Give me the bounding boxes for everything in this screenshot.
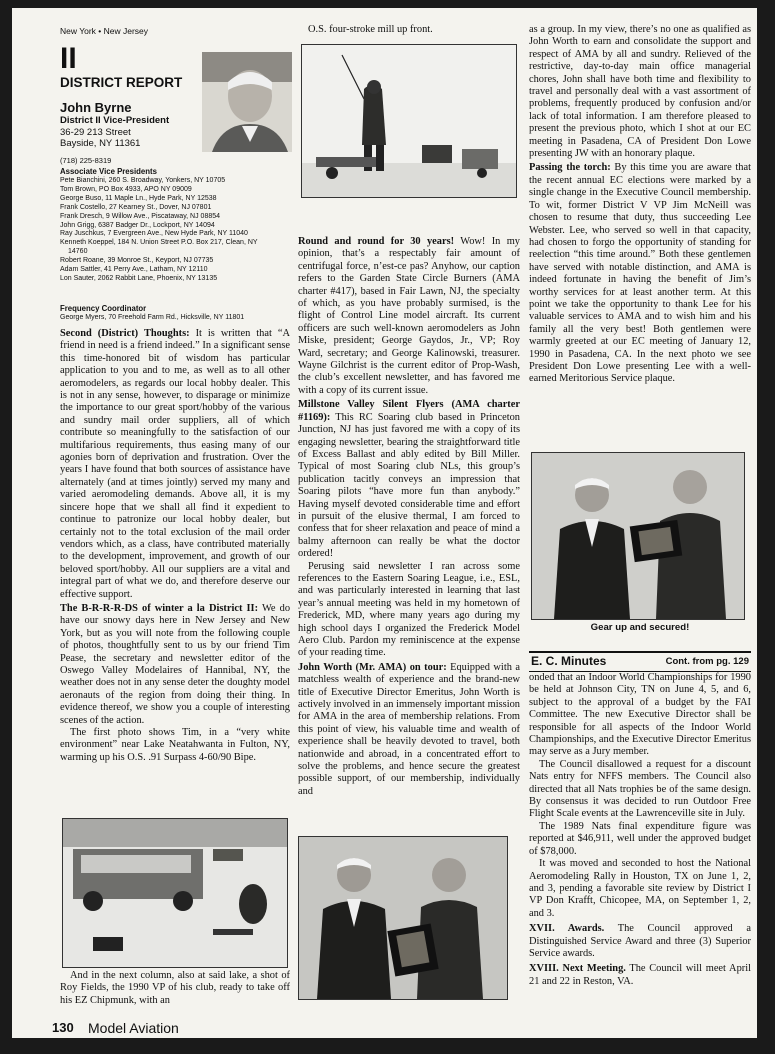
district-number: II	[60, 42, 77, 75]
associate-vp-entry: Frank Costello, 27 Kearney St., Dover, NJ 07801	[60, 203, 212, 211]
page-number: 130	[52, 1020, 74, 1035]
paragraph-text: The Council approved a Distinguished Service Award and three (3) Superior Service awards.	[529, 923, 751, 959]
ec-minutes-continued: Cont. from pg. 129	[665, 656, 749, 667]
ec-minutes-title: E. C. Minutes	[531, 654, 607, 668]
photo-caption: Gear up and secured!	[590, 622, 690, 633]
paragraph: Perusing said newsletter I ran across some references to the Eastern Soaring League, i.e., ESL, and was particularly interested in learning that last year’s annual meeting was held in my hometown of Frederick, MD, where many years ago during my high school days I organized the Frederick Model Aero Club. Pardon my reminiscence at the expense of your reading time.	[298, 560, 520, 659]
photo-plaque-presentation-1	[298, 836, 508, 1000]
column-3	[529, 24, 751, 450]
associate-vp-entry: Ray Juschkus, 7 Evergreen Ave., New Hyde Park, NY 11040	[60, 230, 248, 238]
associate-vp-list	[60, 177, 292, 284]
vp-name: John Byrne	[60, 100, 132, 115]
vp-phone: (718) 225-8319	[60, 156, 112, 165]
region-label: New York • New Jersey	[60, 26, 149, 36]
vp-city: Bayside, NY 11361	[60, 138, 141, 149]
associate-vp-entry: John Grigg, 6387 Badger Dr., Lockport, NY 14094	[60, 221, 215, 229]
paragraph-heading: John Worth (Mr. AMA) on tour:	[298, 661, 447, 673]
paragraph-text: It is written that “A friend in need is a friend indeed.” In a significant sense this time-honored bit of wisdom has particular application to you and to me, as well as to all other aeromodelers, as regards our local hobby dealer. This is not in any sense, however, to disparage or minimize the importance to our great sport/hobby of the various and sundry mail order suppliers, all of which contribute so meaningfully to the satisfaction of our multifarious requirements, thus easing many of our agonies born of deprivation and frustration. Over the years I have found that both sources of assistance have alternately (and at times jointly) served my many and varied aeromodeling demands. Above all, it is my sincere hope that we shall all find it expedient to continue to patronize our local hobby dealer, but certainly not to the total exclusion of the mail order vendors which, as a class, have contributed materially to the development, improvement, and growth of our beloved sport/hobby. All our suppliers are a vital and integral part of what we do, and therefore deserve our effective support.	[60, 328, 290, 600]
vp-title: District II Vice-President	[60, 115, 170, 126]
paragraph	[60, 328, 290, 601]
associate-vp-entry: 14760	[68, 248, 88, 256]
associate-vp-entry: Pete Bianchini, 260 S. Broadway, Yonkers, NY 10705	[60, 177, 226, 184]
paragraph	[60, 603, 290, 727]
paragraph-heading: Round and round for 30 years!	[298, 236, 455, 247]
paragraph: And in the next column, also at said lake, a shot of Roy Fields, the 1990 VP of his club, ready to take off his EZ Chipmunk, with an	[60, 970, 290, 1006]
column-2	[298, 236, 520, 799]
associate-vp-entry: Lon Sauter, 2062 Rabbit Lane, Phoenix, NY 13135	[60, 274, 218, 282]
paragraph-text: Wow! In my opinion, that’s a respectably fair amount of centrifugal force, n’est-ce pas? Anyhow, our caption refers to the Garden State Circle Burners (AMA charter #417), based in Fair Lawn, NJ, the specialty of which, as you have probably surmised, is the flight of Control Line model aircraft. Its current officers are such well-known aeromodelers as John Miske, president; George Gaydos, Jr., VP; Roy Ward, secretary; and George Kalinowski, treasurer. Wayne Gilchrist is the current editor of Prop-Wash, the club’s excellent newsletter, and has favored me with a copy of its current issue.	[298, 236, 520, 396]
column-2-top-line	[308, 24, 520, 38]
paragraph-heading: XVII. Awards.	[529, 923, 605, 935]
associate-vp-entry: George Buso, 11 Maple Ln., Hyde Park, NY 12538	[60, 194, 217, 202]
paragraph-heading: The B-R-R-R-DS of winter a la District II:	[60, 602, 259, 614]
ec-minutes-header	[529, 651, 751, 672]
paragraph-text: By this time you are aware that the recent annual EC elections were marked by a single change in the Executive Council membership. To wit, former District V VP Jim McNeill was chosen to resume that duty, thus succeeding Lee Webster. Lee, who served so well in that capacity, had chosen to forgo the opportunity of standing for reelection “this time around.” Both these gentlemen have served with notable distinction, and AMA is indeed fortunate in having the benefit of Jim’s worthy services for at least another term. At this point we take the opportunity to thank Lee for his valuable services to AMA and to wish him and his family all the very best! Both gentlemen were warmly greeted at our EC meeting of January 12, 1990 in Pasadena, CA. In the next photo we see President Don Lowe presenting Lee with a well-earned Meritorious Service plaque.	[529, 162, 751, 385]
paragraph	[529, 923, 751, 960]
associate-vp-entry: Tom Brown, PO Box 4933, APO NY 09009	[60, 185, 192, 193]
paragraph: The Council disallowed a request for a discount Nats entry for NFFS members. The Council also directed that all Nats trophies be of the same design. By consensus it was decided to run Outdoor Free Flight Scale events at the Lawrenceville site in July.	[529, 758, 751, 820]
paragraph-heading: Passing the torch:	[529, 162, 611, 174]
paragraph-text: This RC Soaring club based in Princeton Junction, NJ has just favored me with a copy of its engaging newsletter, bearing the straightforward title of Excess Ballast and ably edited by Bill Miller. Typical of most Soaring club NLs, this group’s publication tacitly conveys an impression that Soaring pilots “have more fun than anybody.” Having myself devoted considerable time and effort in pursuit of the elusive thermal, I am forced to confess that for sheer relaxation and peace of mind a balmy afternoon can really be what the doctor ordered!	[298, 411, 520, 560]
vp-street: 36-29 213 Street	[60, 127, 131, 138]
frequency-coordinator-name: George Myers, 70 Freehold Farm Rd., Hicksville, NY 11801	[60, 314, 245, 321]
associate-vp-heading: Associate Vice Presidents	[60, 167, 157, 176]
district-report-title: DISTRICT REPORT	[60, 75, 183, 90]
paragraph-text: The Council will meet April 21 and 22 in Reston, VA.	[529, 963, 751, 987]
paragraph-text: We do have our snowy days here in New Jersey and New York, but as you will note from the following couple of photos, thoughtfully sent to us by our friend Tim Pease, the secretary and newsletter editor of the Oswego Valley Modelaires of Hannibal, NY, the weather does not in any sense deter the doughty model aeronauts of the region from doing their thing. In evidence thereof, we show you a couple of interesting scenes of the action.	[60, 602, 290, 726]
paragraph-heading: XVIII. Next Meeting.	[529, 963, 626, 975]
associate-vp-entry: Adam Sattler, 41 Perry Ave., Latham, NY 12110	[60, 266, 208, 274]
paragraph	[529, 162, 751, 385]
paragraph	[298, 662, 520, 798]
vp-portrait-photo	[202, 52, 292, 152]
frequency-coordinator-heading: Frequency Coordinator	[60, 304, 147, 313]
magazine-name: Model Aviation	[88, 1020, 179, 1036]
paragraph	[298, 399, 520, 560]
column-1	[60, 328, 290, 820]
associate-vp-entry: Kenneth Koeppel, 184 N. Union Street P.O. Box 217, Clean, NY	[60, 239, 258, 247]
paragraph	[298, 236, 520, 397]
ec-minutes-text	[529, 672, 751, 1014]
photo-snow-car	[62, 818, 288, 968]
photo-snow-pilot	[301, 44, 517, 198]
magazine-page	[12, 8, 757, 1038]
paragraph: as a group. In my view, there’s no one as qualified as John Worth to earn and consolidate the support and respect of AMA by all and sundry. Relieved of the restrictive, day-to-day main office managerial chores, John shall have both time and flexibility to travel and personally deal with a vast assortment of problems, frequently produced by confusion and/or lack of total information. I am therefore pleased to present the previous photo, which I shot at our EC meeting in Pasadena, CA of President Don Lowe presenting JW with an honorary plaque.	[529, 24, 751, 160]
paragraph: onded that an Indoor World Championships for 1990 be held at Johnson City, TN on June 4, 5, and 6, subject to the approval of a budget by the FAI Committee. The new Executive Director shall be responsible for all aspects of the Indoor World Championships, and the Executive Director Emeritus may serve as a Jury member.	[529, 672, 751, 758]
paragraph-text: Equipped with a matchless wealth of experience and the brand-new title of Executive Director Emeritus, John Worth is actively involved in an immensely important mission for AMA in the area of membership relations. From this point of view, his valuable time and wealth of experience shall be heavily devoted to travel, both nationwide and abroad, in a concentrated effort to solve the problems, and hence secure the greatest possible support, of our membership, individually and	[298, 661, 520, 797]
paragraph	[529, 963, 751, 988]
paragraph-heading: Millstone Valley Silent Flyers (AMA charter #1169):	[298, 399, 520, 423]
paragraph: The first photo shows Tim, in a “very white environment” near Lake Neatahwanta in Fulton, NY, warming up his O.S. .91 Surpass 4-60/90 Bipe.	[60, 727, 290, 763]
photo-plaque-presentation-2	[531, 452, 745, 620]
paragraph: The 1989 Nats final expenditure figure was reported at $46,911, well under the approved budget of $78,000.	[529, 820, 751, 857]
paragraph-heading: Second (District) Thoughts:	[60, 328, 190, 339]
associate-vp-entry: Frank Dresch, 9 Willow Ave., Piscataway, NJ 08854	[60, 212, 221, 220]
column-1-bottom	[60, 970, 290, 1012]
associate-vp-entry: Robert Roane, 39 Monroe St., Keyport, NJ 07735	[60, 257, 214, 265]
paragraph: It was moved and seconded to host the National Aeromodeling Rally in Houston, TX on June 1, 2, and 3, pending a favorable site review by District I VP Don Krafft, Chicopee, MA, on September 1, 2, and 3.	[529, 858, 751, 919]
paragraph: O.S. four-stroke mill up front.	[308, 24, 433, 35]
